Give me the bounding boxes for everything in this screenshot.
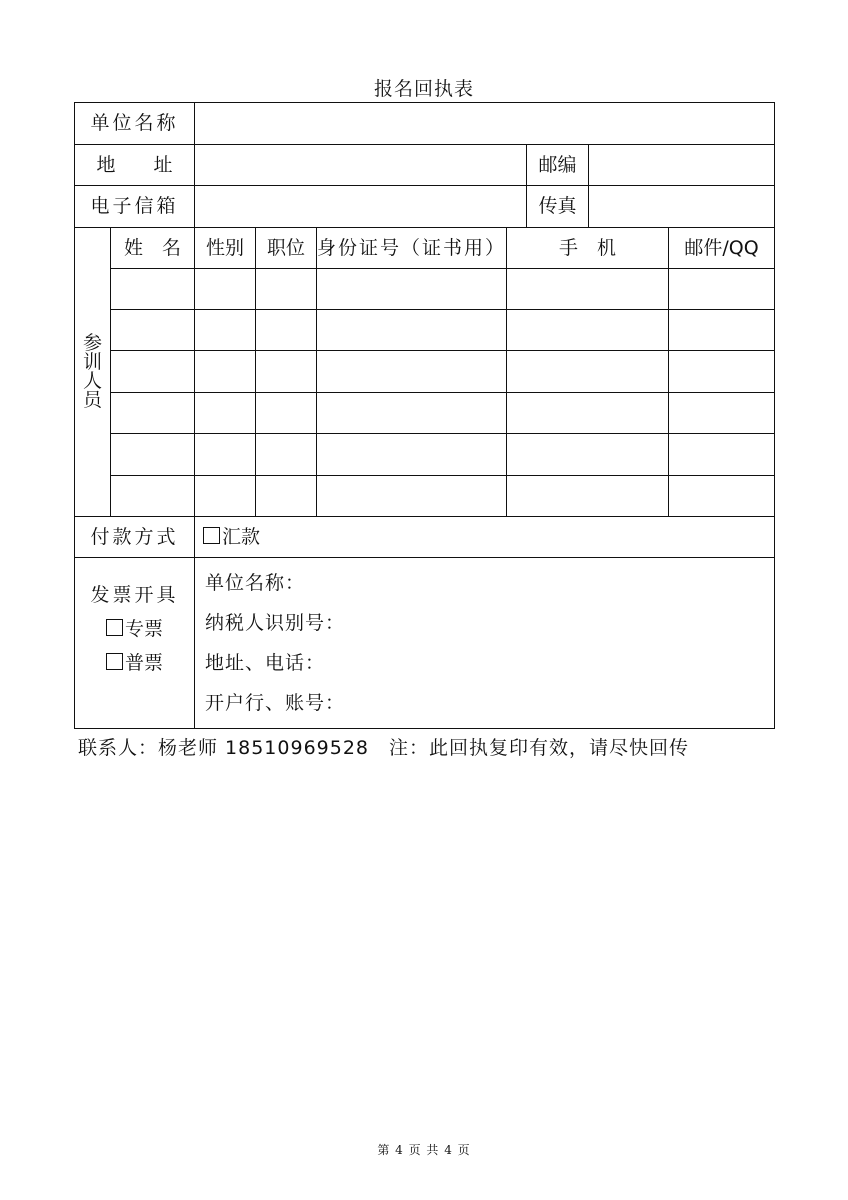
participants-char: 人 xyxy=(82,370,102,392)
special-invoice-option xyxy=(75,619,194,639)
registration-form-table xyxy=(74,102,775,729)
postcode-field[interactable] xyxy=(589,145,775,186)
participant-row xyxy=(75,351,775,393)
participant-mobile-cell[interactable] xyxy=(507,393,669,434)
general-invoice-label: 普票 xyxy=(125,652,164,674)
participant-gender-cell[interactable] xyxy=(195,351,256,393)
col-header-mobile: 手 机 xyxy=(507,228,669,269)
participants-char: 参 xyxy=(82,332,102,354)
participant-gender-cell[interactable] xyxy=(195,476,256,517)
general-invoice-option xyxy=(75,653,194,673)
page-number: 第 4 页 共 4 页 xyxy=(377,1143,471,1157)
participant-email-cell[interactable] xyxy=(669,351,775,393)
participant-position-cell[interactable] xyxy=(256,434,317,476)
participant-mobile-cell[interactable] xyxy=(507,269,669,310)
participant-mobile-cell[interactable] xyxy=(507,434,669,476)
participant-position-cell[interactable] xyxy=(256,310,317,351)
participant-mobile-cell[interactable] xyxy=(507,310,669,351)
participant-gender-cell[interactable] xyxy=(195,310,256,351)
participant-email-cell[interactable] xyxy=(669,476,775,517)
participant-row xyxy=(75,310,775,351)
participant-name-cell[interactable] xyxy=(111,476,195,517)
participant-name-cell[interactable] xyxy=(111,393,195,434)
unit-name-label: 单位名称 xyxy=(75,103,195,145)
participants-label xyxy=(75,228,111,517)
participant-name-cell[interactable] xyxy=(111,310,195,351)
participant-row xyxy=(75,269,775,310)
address-label: 地 址 xyxy=(75,145,195,186)
participant-gender-cell[interactable] xyxy=(195,434,256,476)
email-label: 电子信箱 xyxy=(75,186,195,228)
payment-option xyxy=(195,517,775,558)
participant-gender-cell[interactable] xyxy=(195,393,256,434)
participant-id-cell[interactable] xyxy=(317,476,507,517)
postcode-label: 邮编 xyxy=(527,145,589,186)
participant-name-cell[interactable] xyxy=(111,434,195,476)
invoice-address-phone-field[interactable]: 地址、电话： xyxy=(205,652,326,674)
participant-position-cell[interactable] xyxy=(256,476,317,517)
participant-id-cell[interactable] xyxy=(317,434,507,476)
col-header-position: 职位 xyxy=(256,228,317,269)
invoice-bank-account-field[interactable]: 开户行、账号： xyxy=(205,692,346,714)
fax-label: 传真 xyxy=(527,186,589,228)
participant-id-cell[interactable] xyxy=(317,393,507,434)
participant-position-cell[interactable] xyxy=(256,351,317,393)
special-invoice-label: 专票 xyxy=(125,618,164,640)
participant-id-cell[interactable] xyxy=(317,310,507,351)
special-invoice-checkbox[interactable] xyxy=(106,619,123,636)
col-header-email-qq: 邮件/QQ xyxy=(669,228,775,269)
invoice-label: 发票开具 xyxy=(90,584,179,606)
participants-char: 员 xyxy=(82,389,102,411)
participant-row xyxy=(75,434,775,476)
participant-gender-cell[interactable] xyxy=(195,269,256,310)
participant-mobile-cell[interactable] xyxy=(507,476,669,517)
participant-position-cell[interactable] xyxy=(256,393,317,434)
col-header-name: 姓 名 xyxy=(111,228,195,269)
participants-char: 训 xyxy=(82,351,102,373)
fax-field[interactable] xyxy=(589,186,775,228)
col-header-gender: 性别 xyxy=(195,228,256,269)
participant-id-cell[interactable] xyxy=(317,351,507,393)
participant-mobile-cell[interactable] xyxy=(507,351,669,393)
payment-method-label: 付款方式 xyxy=(75,517,195,558)
participant-name-cell[interactable] xyxy=(111,351,195,393)
contact-note: 联系人：杨老师 18510969528 注：此回执复印有效，请尽快回传 xyxy=(78,737,690,759)
remittance-label: 汇款 xyxy=(222,526,261,548)
participant-name-cell[interactable] xyxy=(111,269,195,310)
participant-email-cell[interactable] xyxy=(669,393,775,434)
participant-position-cell[interactable] xyxy=(256,269,317,310)
remittance-checkbox[interactable] xyxy=(203,527,220,544)
general-invoice-checkbox[interactable] xyxy=(106,653,123,670)
participant-id-cell[interactable] xyxy=(317,269,507,310)
invoice-company-name-field[interactable]: 单位名称： xyxy=(205,572,306,594)
invoice-tax-id-field[interactable]: 纳税人识别号： xyxy=(205,612,346,634)
form-title: 报名回执表 xyxy=(373,78,474,100)
participant-email-cell[interactable] xyxy=(669,434,775,476)
col-header-id-number: 身份证号（证书用） xyxy=(317,228,507,269)
participant-email-cell[interactable] xyxy=(669,310,775,351)
invoice-fields-cell xyxy=(195,558,775,729)
address-field[interactable] xyxy=(195,145,527,186)
participant-row xyxy=(75,393,775,434)
unit-name-field[interactable] xyxy=(195,103,775,145)
invoice-options-cell xyxy=(75,558,195,729)
participant-row xyxy=(75,476,775,517)
email-field[interactable] xyxy=(195,186,527,228)
participant-email-cell[interactable] xyxy=(669,269,775,310)
